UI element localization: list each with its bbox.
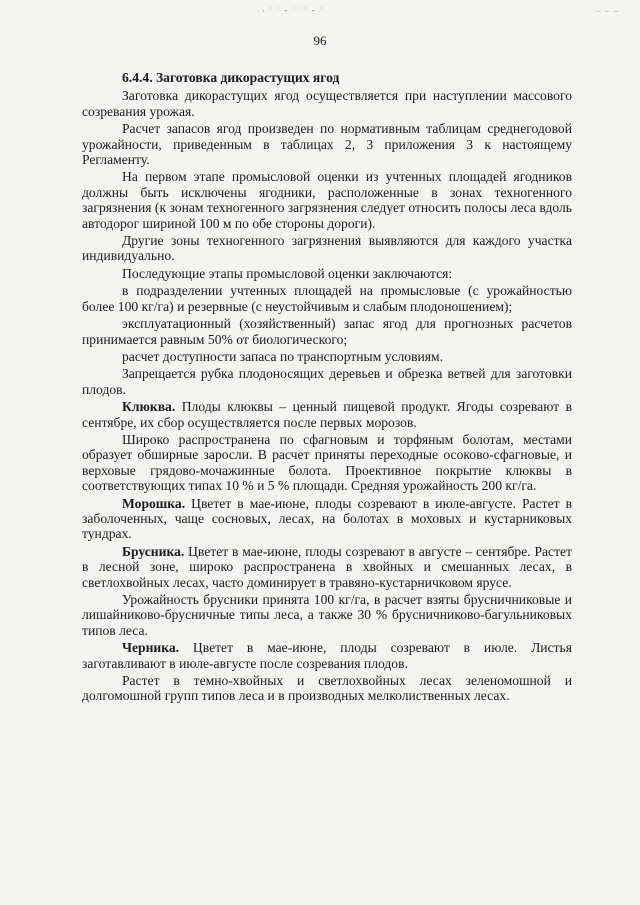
paragraph: [82, 316, 572, 347]
paragraph-text: в подразделении учтенных площадей на промысловые (с урожайностью более 100 кг/га) и резервные (с неустойчивым и слабым плодоношением);: [82, 283, 572, 314]
paragraph: [82, 640, 572, 671]
paragraph: [82, 544, 572, 590]
paragraph-text: Другие зоны техногенного загрязнения выявляются для каждого участка индивидуально.: [82, 233, 572, 264]
paragraph-text: эксплуатационный (хозяйственный) запас ягод для прогнозных расчетов принимается равным 50% от биологического;: [82, 316, 572, 347]
paragraph: [82, 673, 572, 704]
paragraph: [82, 88, 572, 119]
paragraph: [82, 169, 572, 231]
document-body: [82, 70, 572, 706]
paragraph: [82, 592, 572, 638]
paragraph: [82, 233, 572, 264]
paragraph-term: Брусника.: [122, 543, 185, 559]
paragraph-term: Клюква.: [122, 399, 176, 415]
paragraph-text: Последующие этапы промысловой оценки заключаются:: [122, 265, 453, 281]
paragraph-text: Цветет в мае-июне, плоды созревают в июле-августе. Растет в заболоченных, чаще сосновых, лесах, на болотах в моховых и кустарниковых тундрах.: [82, 495, 572, 542]
paragraph-text: Цветет в мае-июне, плоды созревают в июле. Листья заготавливают в июле-августе после созревания плодов.: [82, 640, 572, 671]
paragraph-text: Заготовка дикорастущих ягод осуществляется при наступлении массового созревания урожая.: [82, 88, 572, 119]
paragraph: [82, 366, 572, 397]
paragraph-text: Цветет в мае-июне, плоды созревают в августе – сентябре. Растет в лесной зоне, широко распространена в хвойных и смешанных лесах, в светлохвойных лесах, часто доминирует в травяно-кустарничковом ярусе.: [82, 543, 572, 590]
scan-noise-top-right: – – –: [596, 6, 619, 16]
page-number: 96: [313, 33, 327, 48]
scan-noise-top: · ˙ ˙ ⁃ ˙ ˙˙ ⁃ ˙: [262, 6, 324, 16]
paragraph-text: На первом этапе промысловой оценки из учтенных площадей ягодников должны быть исключены ягодники, расположенные в зонах техногенного загрязнения (к зонам техногенного загрязнения следует относить полосы леса вдоль автодорог шириной 100 м по обе стороны дороги).: [82, 169, 572, 231]
paragraph-text: Растет в темно-хвойных и светлохвойных лесах зеленомошной и долгомошной групп типов леса и в производных мелколиственных лесах.: [82, 673, 572, 704]
paragraph: [82, 121, 572, 167]
paragraph-text: Запрещается рубка плодоносящих деревьев и обрезка ветвей для заготовки плодов.: [82, 366, 572, 397]
paragraph: [82, 283, 572, 314]
paragraph-term: Черника.: [122, 640, 180, 656]
paragraph-list: [82, 88, 572, 703]
paragraph-text: расчет доступности запаса по транспортным условиям.: [122, 348, 444, 364]
paragraph-text: Широко распространена по сфагновым и торфяным болотам, местами образует обширные заросли. В расчет приняты переходные осоково-сфагновые, и верховые грядово-мочажинные болота. Проективное покрытие клюквы в соответствующих типах 10 % и 5 % площади. Средняя урожайность 200 кг/га.: [82, 431, 572, 494]
paragraph: [82, 349, 572, 364]
paragraph: [82, 432, 572, 494]
paragraph: [82, 266, 572, 281]
paragraph-text: Расчет запасов ягод произведен по нормативным таблицам среднегодовой урожайности, приведенным в таблицах 2, 3 приложения 3 к настоящему Регламенту.: [82, 121, 572, 168]
section-title: 6.4.4. Заготовка дикорастущих ягод: [122, 70, 340, 85]
paragraph-text: Плоды клюквы – ценный пищевой продукт. Ягоды созревают в сентябре, их сбор осуществляется после первых морозов.: [82, 399, 572, 430]
paragraph-text: Урожайность брусники принята 100 кг/га, в расчет взяты брусничниковые и лишайниково-брусничные типы леса, а также 30 % брусничниково-багульниковых типов леса.: [82, 592, 572, 638]
paragraph-term: Морошка.: [122, 495, 186, 511]
paragraph: [82, 496, 572, 542]
paragraph: [82, 399, 572, 430]
